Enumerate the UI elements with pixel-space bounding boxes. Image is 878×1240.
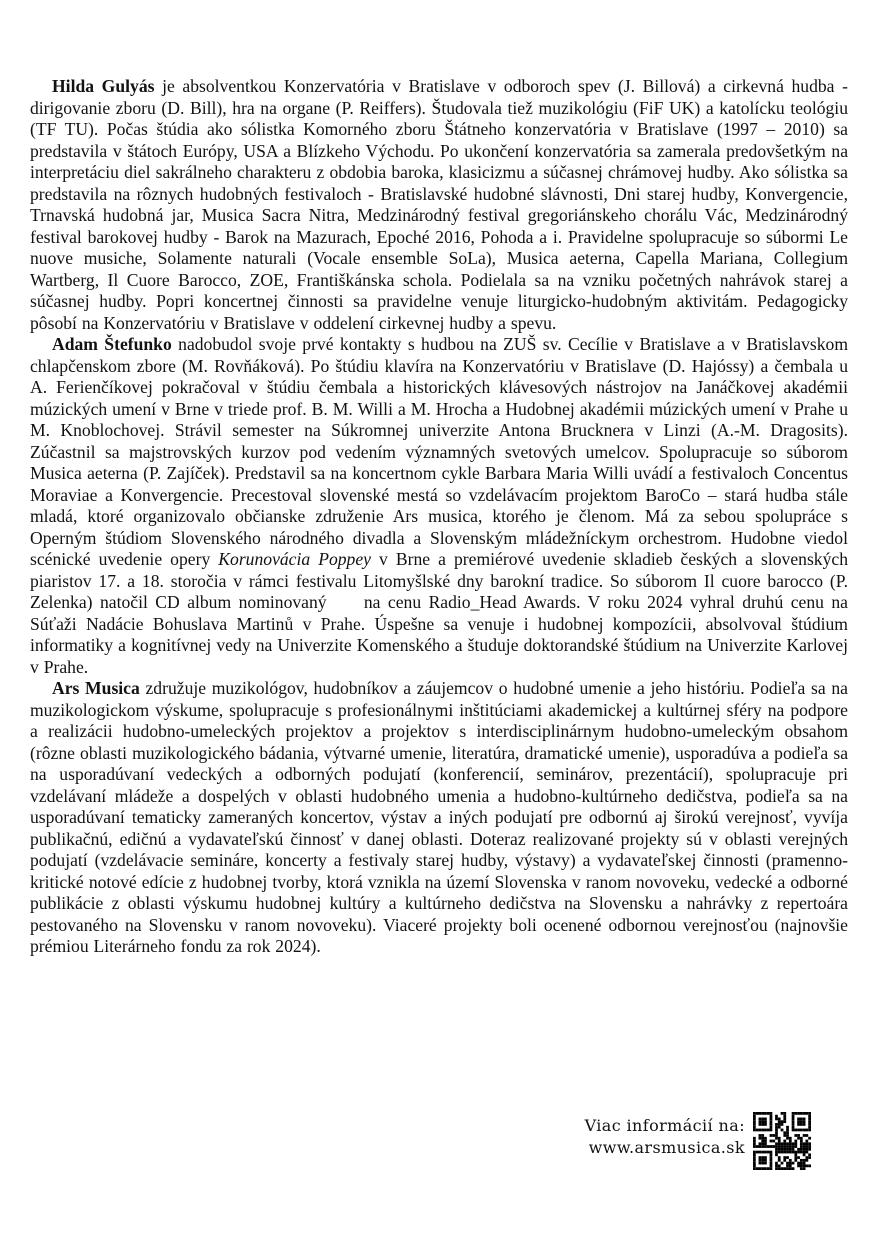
footer-text <box>585 1112 745 1159</box>
paragraph-hilda-gulyas <box>30 76 848 334</box>
footer <box>0 1112 812 1170</box>
paragraph-adam-stefunko <box>30 334 848 678</box>
paragraph-lead-adam-stefunko: Adam Štefunko <box>52 334 172 354</box>
paragraph-body-hilda-gulyas: je absolventkou Konzervatória v Bratislave v odboroch spev (J. Billová) a cirkevná hudba - dirigovanie zboru (D. Bill), hra na organe (P. Reiffers). Študovala tiež muzikológiu (FiF UK) a katolícku teológiu (TF TU). Počas štúdia ako sólistka Komorného zboru Štátneho konzervatória v Bratislave (1997 – 2010) sa predstavila v štátoch Európy, USA a Blízkeho Východu. Po ukončení konzervatória sa zamerala predovšetkým na interpretáciu diel sakrálneho charakteru z obdobia baroka, klasicizmu a súčasnej chrámovej hudby. Ako sólistka sa predstavila na rôznych hudobných festivaloch - Bratislavské hudobné slávnosti, Dni starej hudby, Konvergencie, Trnavská hudobná jar, Musica Sacra Nitra, Medzinárodný festival gregoriánskeho chorálu Vác, Medzinárodný festival barokovej hudby - Barok na Mazurach, Epoché 2016, Pohoda a i. Pravidelne spolupracuje so súbormi Le nuove musiche, Solamente naturali (Vocale ensemble SoLa), Musica aeterna, Capella Mariana, Collegium Wartberg, Il Cuore Barocco, ZOE, Františkánska schola. Podielala sa na vzniku početných nahrávok starej a súčasnej hudby. Popri koncertnej činnosti sa pravidelne venuje liturgicko-hudobným aktivitám. Pedagogicky pôsobí na Konzervatóriu v Bratislave v oddelení cirkevnej hudby a spevu. <box>30 76 848 333</box>
document-body <box>30 76 848 958</box>
paragraph-body-adam-stefunko-1: nadobudol svoje prvé kontakty s hudbou na ZUŠ sv. Cecílie v Bratislave a v Bratislavskom chlapčenskom zbore (M. Rovňáková). Po štúdiu klavíra na Konzervatóriu v Bratislave (D. Hajóssy) a čembala u A. Ferienčíkovej pokračoval v štúdiu čembala a historických klávesových nástrojov na Janáčkovej akadémii múzických umení v Brne v triede prof. B. M. Willi a M. Hrocha a Hudobnej akadémii múzických umení v Prahe u M. Knoblochovej. Strávil semester na Súkromnej univerzite Antona Brucknera v Linzi (A.-M. Dragosits). Zúčastnil sa majstrovských kurzov pod vedením významných svetových umelcov. Spolupracuje so súborom Musica aeterna (P. Zajíček). Predstavil sa na koncertnom cykle Barbara Maria Willi uvádí a festivaloch Concentus Moraviae a Konvergencie. Precestoval slovenské mestá so vzdelávacím projektom BaroCo – stará hudba stále mladá, ktoré organizovalo občianske združenie Ars musica, ktorého je členom. Má za sebou spolupráce s Operným štúdiom Slovenského národného divadla a Slovenským mládežníckym orchestrom. Hudobne viedol scénické uvedenie opery <box>30 334 849 569</box>
paragraph-lead-ars-musica: Ars Musica <box>52 678 140 698</box>
qr-code-icon <box>752 1112 812 1170</box>
footer-more-info-label: Viac informácií na: <box>584 1116 745 1135</box>
paragraph-body-adam-stefunko-2: v Brne a premiérové uvedenie skladieb českých a slovenských piaristov 17. a 18. storočia v rámci festivalu Litomyšlské dny barokní tradice. So súborom Il cuore barocco (P. Zelenka) natočil CD album nominovaný na cenu Radio_Head Awards. V roku 2024 vyhral druhú cenu na Súťaži Nadácie Bohuslava Martinů v Prahe. Úspešne sa venuje i hudobnej kompozícii, absolvoval štúdium informatiky a kognitívnej vedy na Univerzite Komenského a študuje doktorandské štúdium na Univerzite Karlovej v Prahe. <box>30 549 848 677</box>
opera-title-italic: Korunovácia Poppey <box>218 549 371 569</box>
paragraph-body-ars-musica: združuje muzikológov, hudobníkov a záujemcov o hudobné umenie a jeho históriu. Podieľa sa na muzikologickom výskume, spolupracuje s profesionálnymi inštitúciami akademickej a kultúrnej sféry na podpore a realizácii hudobno-umeleckých projektov a projektov s interdisciplinárnym hudobno-umeleckým obsahom (rôzne oblasti muzikologického bádania, výtvarné umenie, literatúra, dramatické umenie), usporadúva a podieľa sa na usporadúvaní vedeckých a odborných podujatí (konferencií, seminárov, prezentácií), spolupracuje pri vzdelávaní mládeže a dospelých v oblasti hudobného umenia a hudobno-kultúrneho dedičstva, podieľa sa na usporadúvaní tematicky zameraných koncertov, výstav a iných podujatí pre odbornú aj širokú verejnosť, vyvíja publikačnú, edičnú a vydavateľskú činnosť v danej oblasti. Doteraz realizované projekty sú v oblasti verejných podujatí (vzdelávacie semináre, koncerty a festivaly starej hudby, výstavy) a vydavateľskej činnosti (pramenno-kritické notové edície z hudobnej tvorby, ktorá vznikla na území Slovenska v ranom novoveku, vedecké a odborné publikácie z oblasti výskumu hudobnej kultúry a kultúrneho dedičstva na Slovensku a nahrávky z repertoára pestovaného na Slovensku v ranom novoveku). Viaceré projekty boli ocenené odbornou verejnosťou (najnovšie prémiou Literárneho fondu za rok 2024). <box>30 678 848 956</box>
paragraph-ars-musica <box>30 678 848 958</box>
paragraph-lead-hilda-gulyas: Hilda Gulyás <box>52 76 155 96</box>
footer-website-url: www.arsmusica.sk <box>588 1138 745 1157</box>
